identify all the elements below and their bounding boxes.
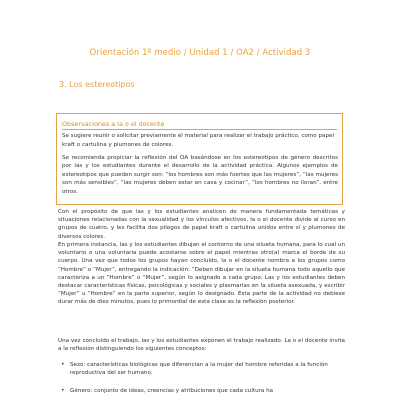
body-paragraph-2: En primera instancia, las y los estudiantes dibujan el contorno de una silueta humana, para lo cual un voluntario o una voluntaria puede acostarse sobre el papel mientras otro(a) marca el borde de su cuerpo. Una vez que todos los grupos hayan concluido, la o el docente nombra a los grupos como “Hombre” o “Mujer”, entregando la indicación: “Deben dibujar en la silueta humana todo aquello que caracteriza a un “Hombre” o “Mujer”, según lo asignado a cada grupo. Las y los estudiantes deben destacar características físicas, psicológicas y sociales y plasmarlas en la silueta asexuada, y escribir “Mujer” u “Hombre” en la parte superior, según lo designado. Esta parte de la actividad no debiese durar más de diez minutos, pues lo primordial de esta clase es la reflexión posterior.	[58, 242, 345, 306]
observations-title: Observaciones a la o el docente	[62, 120, 165, 128]
teacher-observations-box	[56, 113, 343, 205]
breadcrumb: Orientación 1º medio / Unidad 1 / OA2 / Actividad 3	[89, 47, 311, 57]
bullet-icon: •	[61, 361, 65, 368]
bullet-icon: •	[61, 387, 65, 394]
body-paragraph-1: Con el propósito de que las y los estudiantes analicen de manera fundamentada temáticas y situaciones relacionadas con la sexualidad y los vínculos afectivos, la o el docente divide al curso en grupos de cuatro, y les facilita dos pliegos de papel kraft o cartulina unidos entre sí y plumones de diversos colores.	[58, 209, 345, 240]
list-item	[61, 361, 346, 377]
list-item-text: Género: conjunto de ideas, creencias y atribuciones que cada cultura ha	[70, 388, 274, 394]
list-item-text: Sexo: características biológicas que diferencian a la mujer del hombre referidas a la función reproductiva del ser humano.	[70, 362, 328, 377]
observations-paragraph-2: Se recomienda propiciar la reflexión del OA basándose en los estereotipos de género descritos por las y los estudiantes durante el desarrollo de la actividad práctica. Algunos ejemplos de estereotipos que pueden surgir son: “los hombres son más fuertes que las mujeres”, “las mujeres son más sensibles”, “las mujeres deben estar en casa y cocinar”, “los hombres no lloran”, entre otros.	[62, 155, 338, 195]
list-item	[61, 387, 346, 395]
observations-paragraph-1: Se sugiere reunir o solicitar previamente el material para realizar el trabajo práctico, como papel kraft o cartulina y plumones de colores.	[62, 133, 335, 149]
section-title: 3. Los estereotipos	[59, 80, 135, 89]
observations-divider	[62, 129, 337, 130]
body-paragraph-3: Una vez concluido el trabajo, las y los estudiantes exponen el trabajo realizado. La o el docente invita a la reflexión distinguiendo los siguientes conceptos:	[58, 338, 345, 353]
page-header	[0, 47, 400, 57]
